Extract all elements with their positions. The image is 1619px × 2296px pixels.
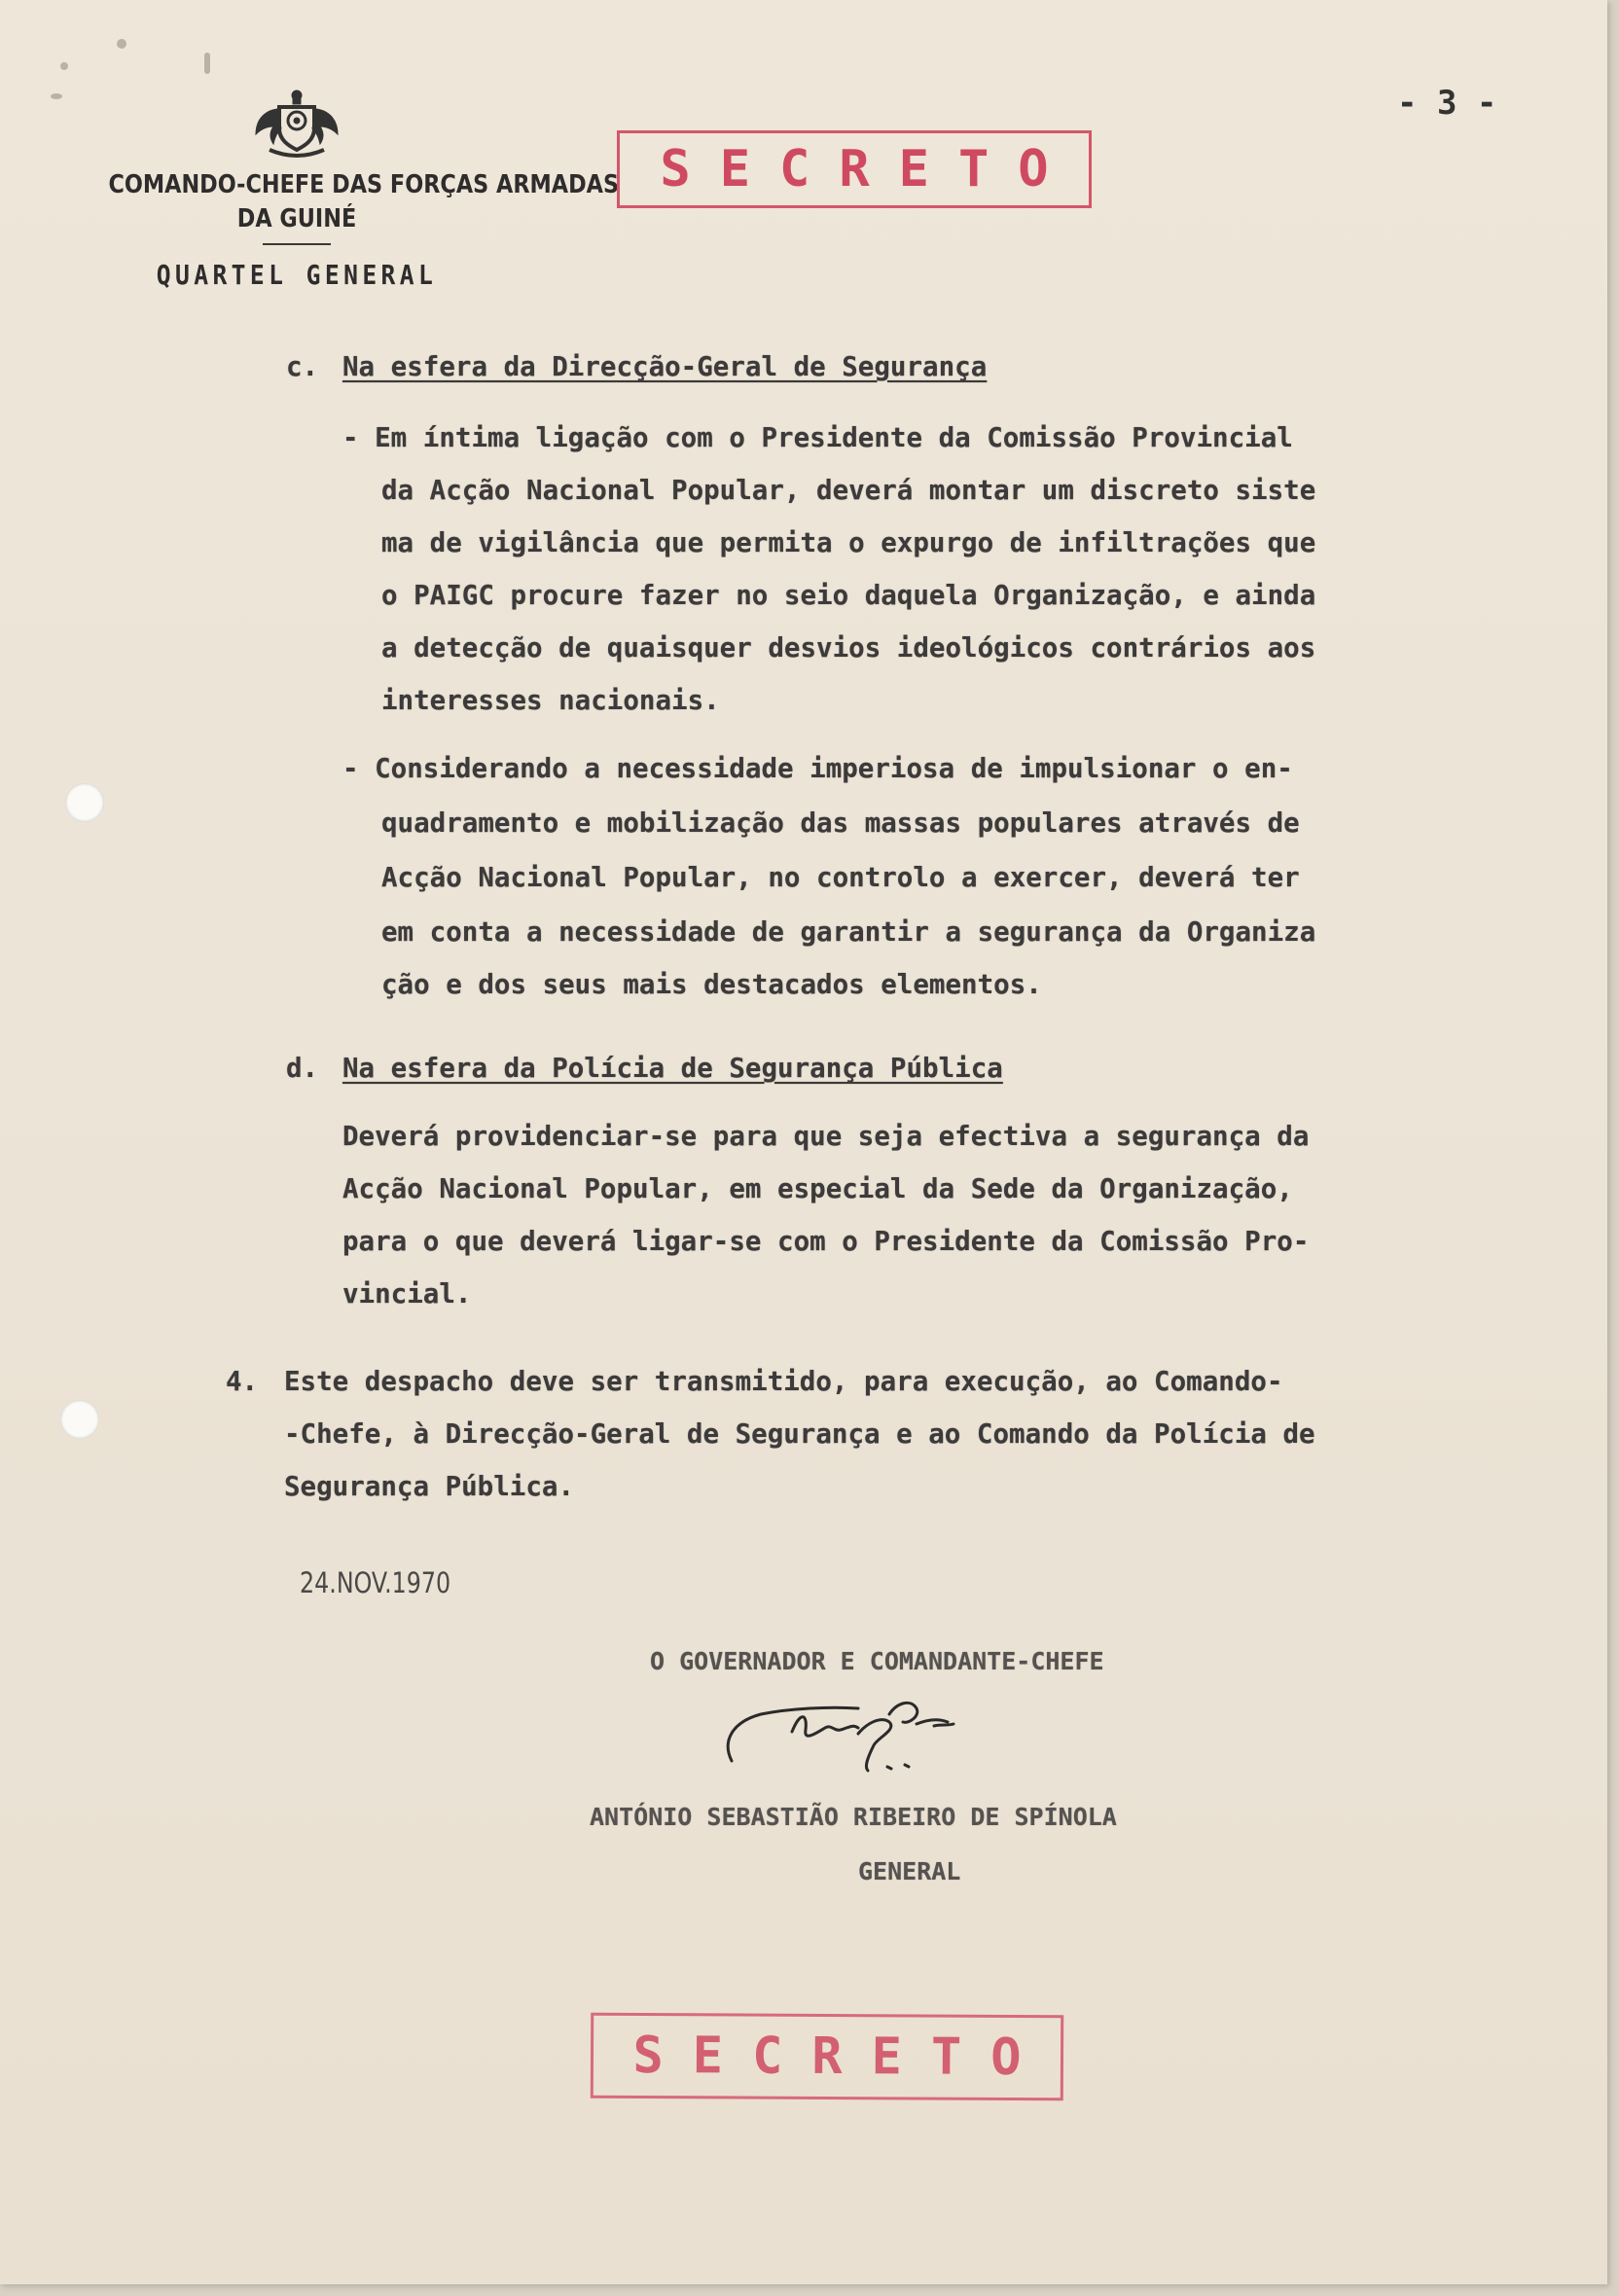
section-4-line: Este despacho deve ser transmitido, para execução, ao Comando- bbox=[284, 1366, 1283, 1397]
section-d-marker: d. bbox=[286, 1053, 319, 1084]
section-c-bullet2-line: Acção Nacional Popular, no controlo a exercer, deverá ter bbox=[381, 862, 1300, 893]
section-d-line: Acção Nacional Popular, em especial da Sede da Organização, bbox=[342, 1173, 1293, 1204]
section-4-marker: 4. bbox=[226, 1366, 259, 1397]
letterhead-region: DA GUINÉ bbox=[236, 204, 357, 233]
signatory-title: O GOVERNADOR E COMANDANTE-CHEFE bbox=[650, 1647, 1104, 1675]
section-c-bullet2-line: quadramento e mobilização das massas populares através de bbox=[381, 807, 1300, 839]
section-c-bullet1-line: interesses nacionais. bbox=[381, 685, 720, 716]
coat-of-arms-icon bbox=[250, 86, 343, 160]
letterhead-command: COMANDO-CHEFE DAS FORÇAS ARMADAS bbox=[108, 170, 620, 199]
section-c-bullet1-line: - Em íntima ligação com o Presidente da Comissão Provincial bbox=[342, 422, 1293, 453]
section-4-line: -Chefe, à Direcção-Geral de Segurança e ao Comando da Polícia de bbox=[284, 1418, 1315, 1450]
section-c-marker: c. bbox=[286, 351, 319, 382]
signatory-rank: GENERAL bbox=[858, 1857, 961, 1885]
section-c-heading: Na esfera da Direcção-Geral de Segurança bbox=[342, 351, 988, 382]
punch-hole-top bbox=[65, 783, 104, 822]
date-stamp: 24.NOV.1970 bbox=[300, 1566, 451, 1599]
section-c-bullet1-line: a detecção de quaisquer desvios ideológicos contrários aos bbox=[381, 632, 1316, 664]
section-d-line: para o que deverá ligar-se com o Presidente da Comissão Pro- bbox=[342, 1226, 1310, 1257]
page-number: - 3 - bbox=[1397, 84, 1497, 123]
section-c-bullet1-line: o PAIGC procure fazer no seio daquela Organização, e ainda bbox=[381, 580, 1316, 611]
section-c-bullet2-line: em conta a necessidade de garantir a segurança da Organiza bbox=[381, 916, 1316, 948]
section-c-bullet1-line: ma de vigilância que permita o expurgo de infiltrações que bbox=[381, 527, 1316, 558]
section-c-bullet1-line: da Acção Nacional Popular, deverá montar um discreto siste bbox=[381, 475, 1316, 506]
section-d-line: Deverá providenciar-se para que seja efectiva a segurança da bbox=[342, 1121, 1310, 1152]
paper-smudge bbox=[204, 53, 210, 74]
letterhead-divider bbox=[263, 243, 331, 245]
section-c-bullet2-line: ção e dos seus mais destacados elementos. bbox=[381, 969, 1042, 1000]
letterhead-hq: QUARTEL GENERAL bbox=[156, 259, 438, 291]
paper-smudge bbox=[51, 93, 62, 99]
secret-stamp-bottom: SECRETO bbox=[591, 2013, 1063, 2101]
handwritten-signature bbox=[683, 1673, 1072, 1780]
section-4-line: Segurança Pública. bbox=[284, 1471, 575, 1502]
signatory-name: ANTÓNIO SEBASTIÃO RIBEIRO DE SPÍNOLA bbox=[590, 1803, 1117, 1831]
section-d-heading: Na esfera da Polícia de Segurança Pública bbox=[342, 1053, 1003, 1084]
paper-smudge bbox=[117, 39, 126, 49]
section-d-line: vincial. bbox=[342, 1278, 472, 1309]
letterhead bbox=[78, 86, 620, 292]
paper-smudge bbox=[60, 62, 68, 70]
punch-hole-bottom bbox=[60, 1400, 99, 1439]
secret-stamp-top: SECRETO bbox=[617, 130, 1092, 208]
section-c-bullet2-line: - Considerando a necessidade imperiosa de impulsionar o en- bbox=[342, 753, 1293, 784]
